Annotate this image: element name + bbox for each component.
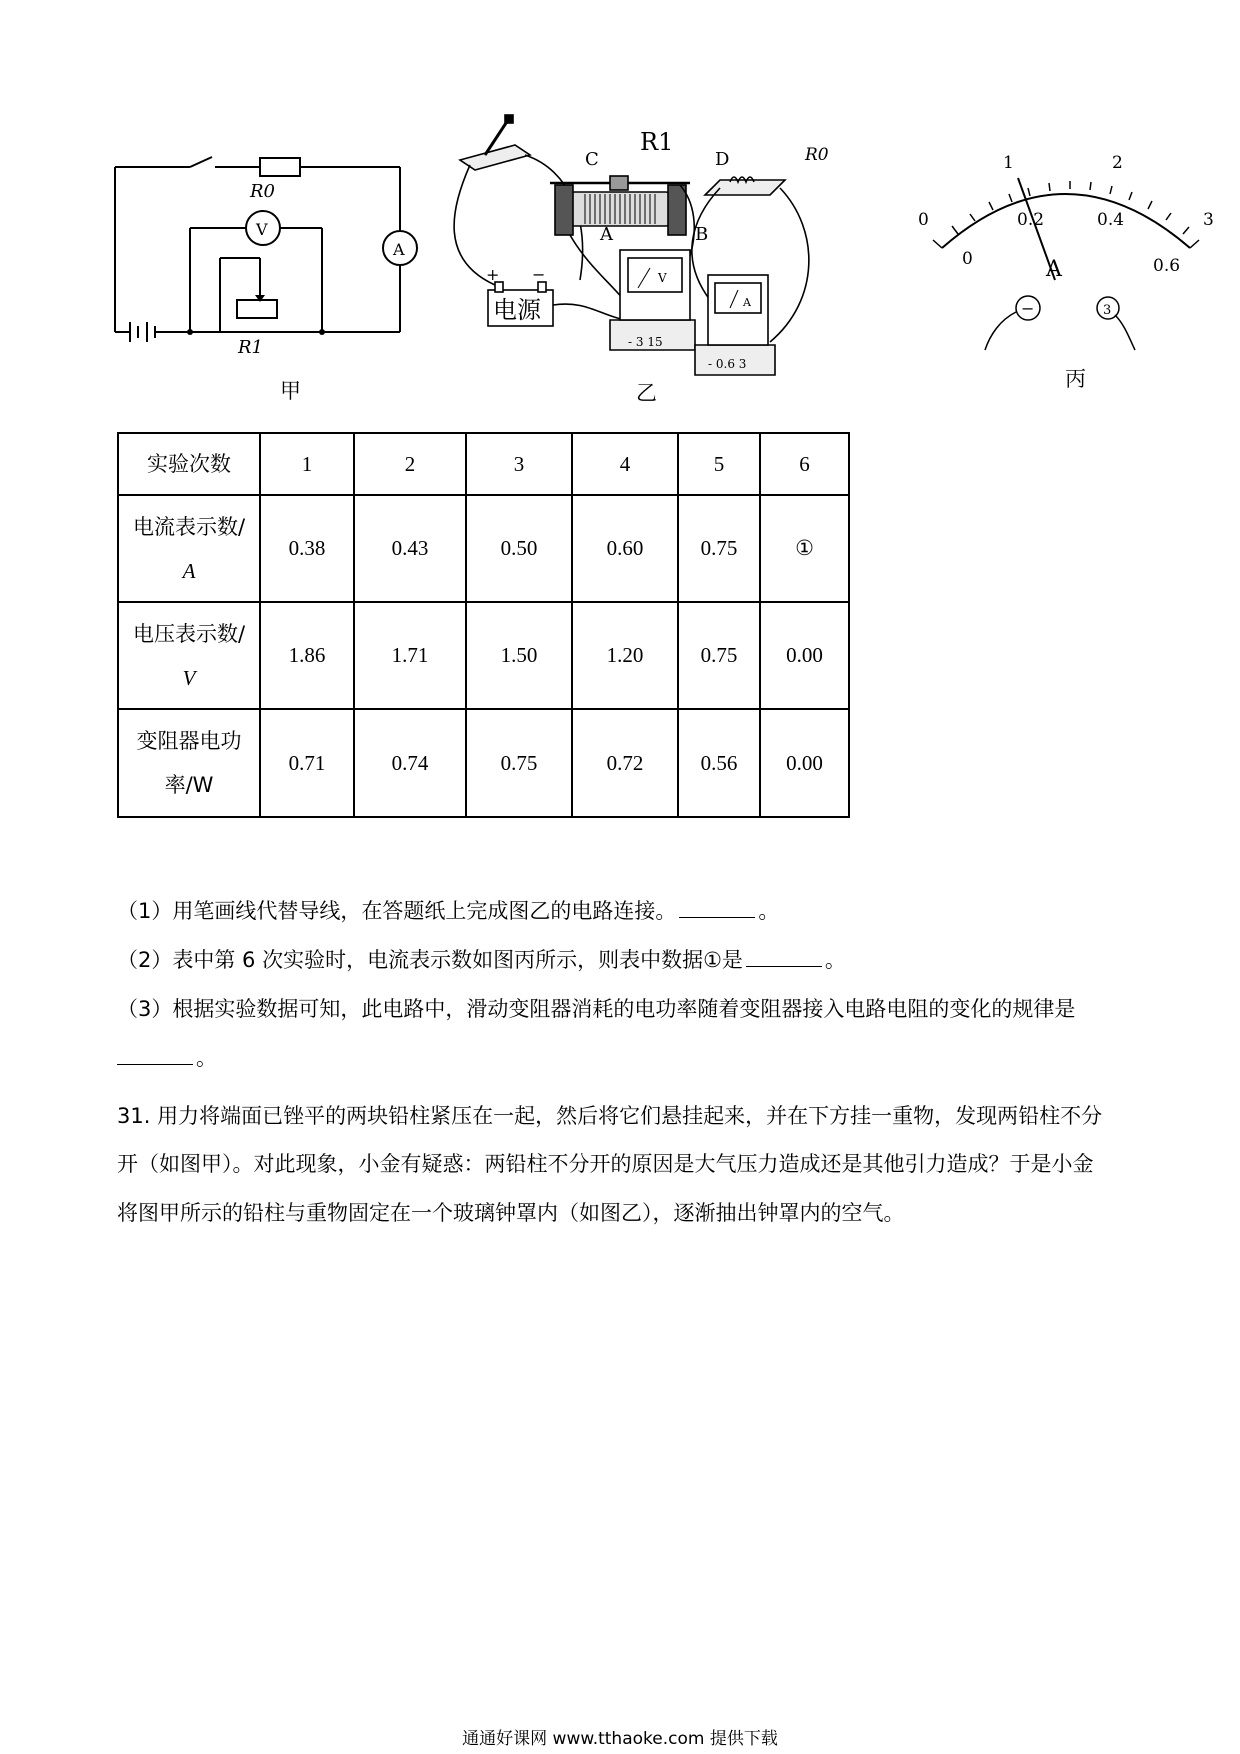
question-2-end: 。 <box>824 948 846 972</box>
table-row <box>118 495 849 602</box>
rheostat-r1-label: R1 <box>640 128 674 156</box>
table-cell: 0.60 <box>572 495 678 602</box>
table-cell: 0.75 <box>678 602 760 709</box>
table-header-cell: 6 <box>760 433 849 495</box>
table-header-cell: 5 <box>678 433 760 495</box>
terminal-three: 3 <box>1103 303 1112 318</box>
r0-resistor-label: R0 <box>805 145 829 165</box>
power-minus-label: − <box>532 265 546 284</box>
scale-top-3: 3 <box>1203 210 1214 230</box>
answer-blank[interactable] <box>117 1063 193 1065</box>
row-label-line1: 电流表示数/ <box>132 514 246 539</box>
problem-31-line-1: 31. 用力将端面已锉平的两块铅柱紧压在一起，然后将它们悬挂起来，并在下方挂一重物，发现两铅柱不分 <box>117 1104 1103 1128</box>
terminal-c-label: C <box>585 149 599 170</box>
dial-unit-label: A <box>1046 257 1062 282</box>
r0-label: R0 <box>250 181 276 202</box>
voltmeter-face-label: V <box>658 271 667 285</box>
question-3 <box>117 993 1075 1023</box>
row-label-line1: 变阻器电功 <box>136 729 242 753</box>
power-supply-label: 电源 <box>493 296 541 324</box>
caption-jia: 甲 <box>280 379 301 403</box>
table-cell: 0.00 <box>760 709 849 817</box>
scale-top-2: 2 <box>1112 153 1123 173</box>
problem-31-line-3: 将图甲所示的铅柱与重物固定在一个玻璃钟罩内（如图乙），逐渐抽出钟罩内的空气。 <box>117 1201 905 1225</box>
table-header-cell: 1 <box>260 433 354 495</box>
ammeter-face-label: A <box>743 296 751 309</box>
question-3-continued <box>117 1042 217 1072</box>
caption-yi: 乙 <box>636 381 657 405</box>
table-cell: 1.20 <box>572 602 678 709</box>
scale-bottom-0-4: 0.4 <box>1097 210 1125 230</box>
table-cell: 1.71 <box>354 602 466 709</box>
ammeter-label: A <box>393 240 405 259</box>
table-cell: 0.72 <box>572 709 678 817</box>
question-2-text: （2）表中第 6 次实验时，电流表示数如图丙所示，则表中数据①是 <box>117 948 743 972</box>
question-3-end: 。 <box>196 1046 217 1070</box>
answer-blank[interactable] <box>746 965 822 967</box>
circuit-diagram-jia <box>100 140 430 370</box>
table-cell: 0.74 <box>354 709 466 817</box>
row-label <box>118 495 260 602</box>
table-cell: 0.75 <box>678 495 760 602</box>
table-cell: 1.50 <box>466 602 572 709</box>
page-footer: 通通好课网 www.tthaoke.com 提供下载 <box>462 1729 778 1749</box>
scale-top-0: 0 <box>918 210 929 230</box>
answer-blank[interactable] <box>679 916 755 918</box>
scale-top-1: 1 <box>1003 153 1014 173</box>
scale-bottom-0: 0 <box>962 249 973 269</box>
question-3-text: （3）根据实验数据可知，此电路中，滑动变阻器消耗的电功率随着变阻器接入电路电阻的变化的规律是 <box>117 997 1076 1021</box>
table-row <box>118 709 849 817</box>
question-1 <box>117 895 779 925</box>
table-cell: 0.71 <box>260 709 354 817</box>
row-label-line2: 率/W <box>164 773 214 797</box>
question-2 <box>117 944 846 974</box>
table-header-row <box>118 433 849 495</box>
terminal-a-label: A <box>600 224 613 245</box>
table-row <box>118 602 849 709</box>
ammeter-terminals-label: - 0.6 3 <box>708 357 747 371</box>
voltmeter-label: V <box>256 220 268 239</box>
power-plus-label: + <box>486 265 500 284</box>
table-header-cell: 3 <box>466 433 572 495</box>
voltmeter-terminals-label: - 3 15 <box>628 335 663 349</box>
row-label <box>118 602 260 709</box>
table-cell: 0.00 <box>760 602 849 709</box>
row-label-line1: 电压表示数/ <box>132 621 246 646</box>
terminal-d-label: D <box>715 149 730 170</box>
scale-bottom-0-2: 0.2 <box>1017 210 1045 230</box>
scale-bottom-0-6: 0.6 <box>1153 256 1181 276</box>
table-cell: 0.75 <box>466 709 572 817</box>
apparatus-diagram-yi <box>440 110 910 380</box>
table-cell: 1.86 <box>260 602 354 709</box>
question-1-text: （1）用笔画线代替导线，在答题纸上完成图乙的电路连接。 <box>117 899 677 923</box>
table-cell: 0.38 <box>260 495 354 602</box>
row-label-line2: A <box>182 558 196 583</box>
table-cell: 0.56 <box>678 709 760 817</box>
caption-bing: 丙 <box>1065 367 1086 391</box>
terminal-b-label: B <box>695 224 709 245</box>
question-1-end: 。 <box>758 899 780 923</box>
table-header-cell: 实验次数 <box>118 433 260 495</box>
table-cell: 0.43 <box>354 495 466 602</box>
table-cell: ① <box>760 495 849 602</box>
r1-label: R1 <box>238 337 264 358</box>
table-header-cell: 2 <box>354 433 466 495</box>
row-label-line2: V <box>182 665 196 690</box>
problem-31-line-2: 开（如图甲）。对此现象，小金有疑惑：两铅柱不分开的原因是大气压力造成还是其他引力造成？于是小金 <box>117 1152 1094 1176</box>
table-header-cell: 4 <box>572 433 678 495</box>
ammeter-dial-bing <box>900 140 1230 370</box>
experiment-table <box>117 432 850 818</box>
table-cell: 0.50 <box>466 495 572 602</box>
terminal-minus: − <box>1021 299 1035 318</box>
row-label <box>118 709 260 817</box>
